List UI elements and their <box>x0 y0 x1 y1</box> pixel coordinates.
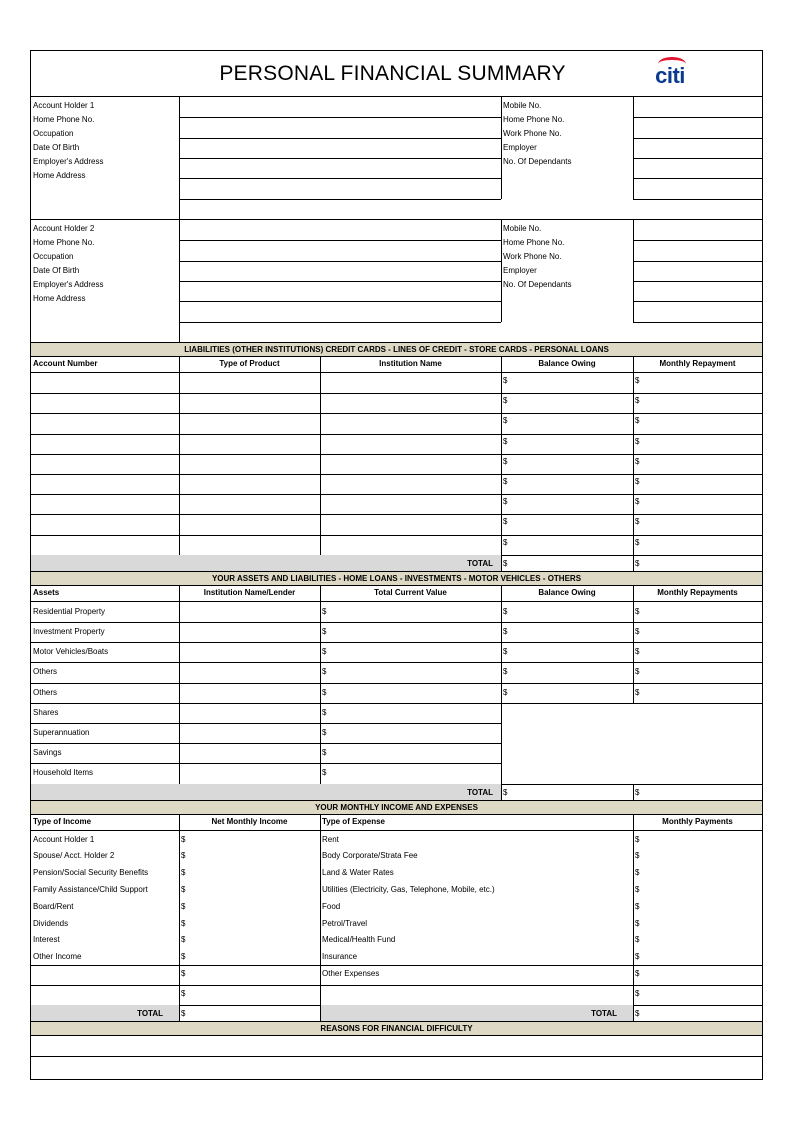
holder2-field[interactable] <box>180 241 500 259</box>
holder2-label: Date Of Birth <box>33 266 80 275</box>
holder2-label: Employer's Address <box>33 280 104 289</box>
income-amount-field[interactable]: $ <box>181 918 186 928</box>
assets-heading: YOUR ASSETS AND LIABILITIES - HOME LOANS - INVESTMENTS - MOTOR VEHICLES - OTHERS <box>31 571 762 586</box>
income-amount-field[interactable]: $ <box>181 868 186 878</box>
holder1-right-field[interactable] <box>634 179 761 197</box>
difficulty-heading: REASONS FOR FINANCIAL DIFFICULTY <box>31 1021 762 1036</box>
holder2-label: Home Address <box>33 294 86 303</box>
expense-type-label <box>320 987 633 999</box>
asset-label: Savings <box>33 748 62 758</box>
holder2-divider <box>501 220 502 322</box>
asset-label: Others <box>33 667 58 677</box>
difficulty-line-field[interactable] <box>32 1036 761 1056</box>
asset-repayment-field[interactable]: $ <box>635 647 640 657</box>
holder1-right-label: Work Phone No. <box>503 129 562 138</box>
expense-amount-field[interactable]: $ <box>635 834 640 844</box>
balance-owing-field[interactable]: $ <box>503 477 508 486</box>
asset-value-field[interactable]: $ <box>322 647 327 657</box>
assets-row-line <box>31 723 501 724</box>
asset-repayment-field[interactable]: $ <box>635 667 640 677</box>
asset-repayment-field[interactable]: $ <box>635 687 640 697</box>
asset-label: Motor Vehicles/Boats <box>33 647 109 657</box>
income-amount-field[interactable]: $ <box>181 834 186 844</box>
income-header-line <box>31 830 762 831</box>
balance-owing-field[interactable]: $ <box>503 537 508 547</box>
holder1-right-field[interactable] <box>634 118 761 136</box>
income-col-header: Net Monthly Income <box>211 816 288 826</box>
asset-label: Investment Property <box>33 627 105 636</box>
assets-col-header: Total Current Value <box>374 587 447 597</box>
holder1-address-field[interactable] <box>180 200 761 218</box>
expense-type-label: Medical/Health Fund <box>322 935 396 945</box>
expense-type-label: Insurance <box>322 952 358 962</box>
expense-amount-field[interactable]: $ <box>635 868 640 878</box>
holder1-label: Date Of Birth <box>33 143 80 152</box>
holder1-right-label: Employer <box>503 143 537 152</box>
assets-total-owing[interactable]: $ <box>503 787 508 797</box>
income-type-label: Other Income <box>33 952 82 962</box>
holder2-right-field[interactable] <box>634 302 761 320</box>
holder1-divider <box>179 97 180 219</box>
assets-col-header: Balance Owing <box>538 587 596 597</box>
balance-owing-field[interactable]: $ <box>503 517 508 527</box>
income-amount-field[interactable]: $ <box>181 885 186 894</box>
holder1-bottom <box>179 219 762 220</box>
financial-summary-form <box>30 50 763 1080</box>
liabilities-col-header: Monthly Repayment <box>659 359 736 368</box>
asset-label: Household Items <box>33 768 94 778</box>
holder2-address-field[interactable] <box>180 323 761 341</box>
title-divider <box>31 96 762 97</box>
expense-amount-field[interactable]: $ <box>635 989 640 999</box>
monthly-repayment-field[interactable]: $ <box>635 456 640 466</box>
holder2-right-field[interactable] <box>634 221 761 239</box>
income-col-divider <box>633 815 634 1022</box>
asset-label: Residential Property <box>33 606 106 616</box>
liabilities-total-repayment[interactable]: $ <box>635 558 640 568</box>
liabilities-header-line <box>31 372 762 373</box>
asset-value-field[interactable]: $ <box>322 687 327 697</box>
citi-logo <box>645 57 695 87</box>
income-row-line <box>31 985 762 986</box>
holder2-field[interactable] <box>180 302 500 320</box>
holder2-field[interactable] <box>180 221 500 239</box>
holder2-right-field[interactable] <box>634 262 761 280</box>
expense-type-label: Land & Water Rates <box>322 868 394 878</box>
assets-col-header: Monthly Repayments <box>657 587 738 597</box>
holder1-field[interactable] <box>180 98 500 116</box>
expense-col-header: Monthly Payments <box>662 816 733 826</box>
balance-owing-field[interactable]: $ <box>503 497 508 507</box>
income-type-label: Family Assistance/Child Support <box>33 885 148 894</box>
monthly-repayment-field[interactable]: $ <box>635 416 640 426</box>
asset-owing-field[interactable]: $ <box>503 606 508 616</box>
asset-owing-field[interactable]: $ <box>503 687 508 697</box>
expense-amount-field[interactable]: $ <box>635 918 640 928</box>
income-type-label: Dividends <box>33 918 69 928</box>
asset-value-field[interactable]: $ <box>322 768 327 778</box>
income-type-label <box>31 967 179 979</box>
assets-row-line <box>31 642 762 643</box>
asset-repayment-field[interactable]: $ <box>635 606 640 616</box>
income-col-divider <box>179 815 180 1022</box>
expense-amount-field[interactable]: $ <box>635 901 640 911</box>
liabilities-col-header: Account Number <box>33 359 98 368</box>
holder2-right-label: Employer <box>503 266 537 275</box>
assets-header-line <box>31 601 762 602</box>
holder2-right-field[interactable] <box>634 282 761 300</box>
asset-value-field[interactable]: $ <box>322 667 327 677</box>
income-type-label: Pension/Social Security Benefits <box>33 868 149 878</box>
expense-type-label: Utilities (Electricity, Gas, Telephone, Mobile, etc.) <box>322 885 495 894</box>
asset-label: Superannuation <box>33 728 90 737</box>
monthly-repayment-field[interactable]: $ <box>635 436 640 446</box>
liabilities-col-divider <box>320 357 321 555</box>
asset-value-field[interactable]: $ <box>322 707 327 717</box>
expense-amount-field[interactable]: $ <box>635 935 640 945</box>
balance-owing-field[interactable]: $ <box>503 436 508 446</box>
liabilities-col-divider <box>501 357 502 571</box>
asset-label: Shares <box>33 707 59 717</box>
assets-col-header: Institution Name/Lender <box>203 587 296 597</box>
liabilities-col-header: Balance Owing <box>538 359 596 368</box>
monthly-repayment-field[interactable]: $ <box>635 396 640 406</box>
holder2-label: Occupation <box>33 252 74 261</box>
income-col-divider <box>320 815 321 1022</box>
holder2-right-label: Work Phone No. <box>503 252 562 261</box>
income-amount-field[interactable]: $ <box>181 952 186 962</box>
liabilities-col-header: Institution Name <box>379 359 442 368</box>
holder1-right-field[interactable] <box>634 139 761 157</box>
income-type-label: Interest <box>33 935 60 945</box>
income-col-header: Type of Income <box>33 816 92 826</box>
holder1-right-field[interactable] <box>634 159 761 177</box>
expense-amount-field[interactable]: $ <box>635 952 640 962</box>
expense-type-label: Petrol/Travel <box>322 918 368 928</box>
citi-logo-text: citi <box>655 63 685 88</box>
difficulty-line-field[interactable] <box>32 1057 761 1077</box>
asset-value-field[interactable]: $ <box>322 728 327 737</box>
holder1-field[interactable] <box>180 159 500 177</box>
expense-amount-field[interactable]: $ <box>635 969 640 978</box>
holder2-right-label: No. Of Dependants <box>503 280 572 289</box>
page-title: PERSONAL FINANCIAL SUMMARY <box>219 62 566 85</box>
liabilities-col-divider <box>179 357 180 555</box>
income-row-line <box>31 965 762 966</box>
assets-col-divider <box>320 586 321 784</box>
holder1-label: Employer's Address <box>33 157 104 166</box>
balance-owing-field[interactable]: $ <box>503 396 508 406</box>
balance-owing-field[interactable]: $ <box>503 376 508 385</box>
expense-type-label: Body Corporate/Strata Fee <box>322 851 418 861</box>
assets-col-divider <box>633 784 634 800</box>
holder2-label: Home Phone No. <box>33 238 95 247</box>
income-type-label: Account Holder 1 <box>33 834 95 844</box>
assets-total-label: TOTAL <box>467 787 493 797</box>
holder1-right-label: Home Phone No. <box>503 115 565 124</box>
income-total-label: TOTAL <box>137 1009 163 1019</box>
holder1-right-label: Mobile No. <box>503 101 542 110</box>
asset-label: Others <box>33 687 58 697</box>
asset-value-field[interactable]: $ <box>322 748 327 758</box>
holder2-right-label: Home Phone No. <box>503 238 565 247</box>
holder2-divider <box>633 220 634 322</box>
income-amount-field[interactable]: $ <box>181 901 186 911</box>
liabilities-total-label: TOTAL <box>467 558 493 568</box>
liabilities-total-balance[interactable]: $ <box>503 558 508 568</box>
holder1-right-field[interactable] <box>634 98 761 116</box>
monthly-repayment-field[interactable]: $ <box>635 477 640 486</box>
income-total-field[interactable]: $ <box>181 1009 186 1019</box>
income-amount-field[interactable]: $ <box>181 851 186 861</box>
holder1-divider <box>633 97 634 199</box>
holder1-field[interactable] <box>180 179 500 197</box>
asset-owing-field[interactable]: $ <box>503 627 508 636</box>
assets-row-line <box>31 662 762 663</box>
asset-owing-field[interactable]: $ <box>503 647 508 657</box>
income-amount-field[interactable]: $ <box>181 989 186 999</box>
monthly-repayment-field[interactable]: $ <box>635 517 640 527</box>
holder1-label: Account Holder 1 <box>33 101 95 110</box>
holder1-label: Occupation <box>33 129 74 138</box>
assets-col-divider <box>633 586 634 703</box>
asset-repayment-field[interactable]: $ <box>635 627 640 636</box>
holder2-field[interactable] <box>180 262 500 280</box>
assets-row-line <box>31 683 762 684</box>
income-type-label: Board/Rent <box>33 901 74 911</box>
liabilities-col-header: Type of Product <box>219 359 280 368</box>
income-amount-field[interactable]: $ <box>181 935 186 945</box>
holder1-label: Home Phone No. <box>33 115 95 124</box>
assets-row-line <box>31 622 762 623</box>
assets-col-header: Assets <box>33 587 60 597</box>
balance-owing-field[interactable]: $ <box>503 416 508 426</box>
expense-type-label: Food <box>322 901 341 911</box>
assets-col-divider <box>179 586 180 784</box>
expense-type-label: Other Expenses <box>322 969 380 978</box>
monthly-repayment-field[interactable]: $ <box>635 376 640 385</box>
asset-value-field[interactable]: $ <box>322 606 327 616</box>
assets-total-repayment[interactable]: $ <box>635 787 640 797</box>
income-heading: YOUR MONTHLY INCOME AND EXPENSES <box>31 800 762 815</box>
holder1-label: Home Address <box>33 171 86 180</box>
assets-row-line <box>31 743 501 744</box>
holder2-divider <box>179 220 180 342</box>
balance-owing-field[interactable]: $ <box>503 456 508 466</box>
holder1-field[interactable] <box>180 118 500 136</box>
holder2-right-field[interactable] <box>634 241 761 259</box>
monthly-repayment-field[interactable]: $ <box>635 537 640 547</box>
expense-col-header: Type of Expense <box>322 816 385 826</box>
holder2-right-label: Mobile No. <box>503 224 542 233</box>
assets-total-top <box>501 784 762 785</box>
holder1-right-label: No. Of Dependants <box>503 157 572 166</box>
holder1-field[interactable] <box>180 139 500 157</box>
asset-value-field[interactable]: $ <box>322 627 327 636</box>
expense-total-field[interactable]: $ <box>635 1009 640 1019</box>
holder2-label: Account Holder 2 <box>33 224 95 233</box>
holder1-divider <box>501 97 502 199</box>
expense-amount-field[interactable]: $ <box>635 851 640 861</box>
expense-total-label: TOTAL <box>591 1009 617 1019</box>
income-type-label: Spouse/ Acct. Holder 2 <box>33 851 115 861</box>
expense-amount-field[interactable]: $ <box>635 885 640 894</box>
expense-type-label: Rent <box>322 834 339 844</box>
monthly-repayment-field[interactable]: $ <box>635 497 640 507</box>
liabilities-col-divider <box>633 357 634 571</box>
income-type-label <box>31 987 179 999</box>
assets-row-line <box>31 703 762 704</box>
liabilities-heading: LIABILITIES (OTHER INSTITUTIONS) CREDIT CARDS - LINES OF CREDIT - STORE CARDS - PERSONAL LOANS <box>31 342 762 357</box>
holder1-bottom <box>31 219 179 220</box>
holder2-field[interactable] <box>180 282 500 300</box>
income-amount-field[interactable]: $ <box>181 969 186 978</box>
assets-row-line <box>31 763 501 764</box>
asset-owing-field[interactable]: $ <box>503 667 508 677</box>
assets-col-divider <box>501 586 502 800</box>
